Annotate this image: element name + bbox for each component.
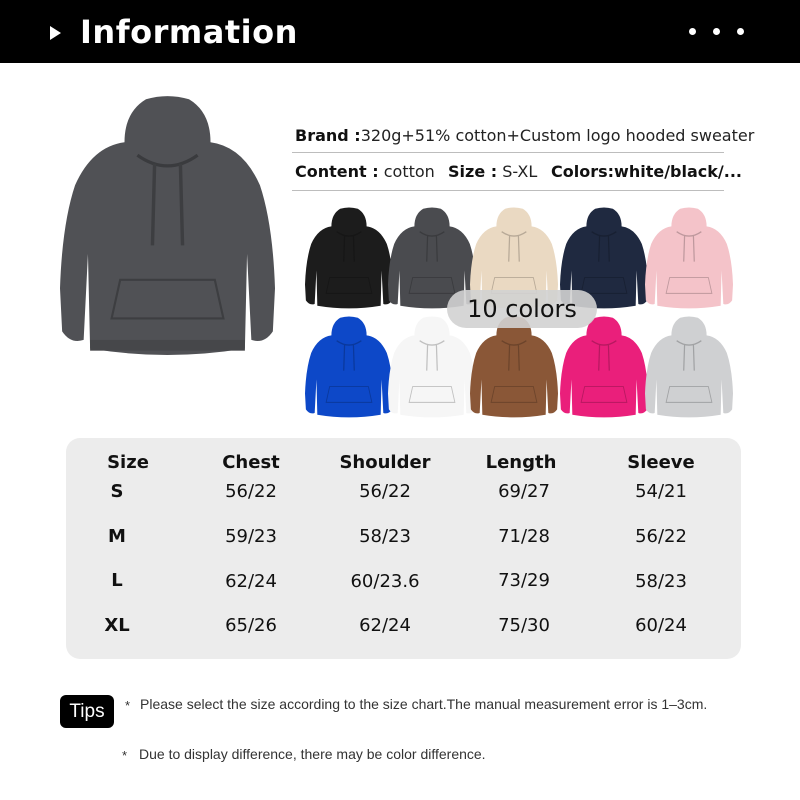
size-value: S-XL (497, 162, 538, 181)
colors-info (551, 162, 742, 181)
table-row-label: L (111, 570, 123, 591)
table-cell: 75/30 (498, 615, 550, 636)
table-cell: 69/27 (498, 481, 550, 502)
table-cell: 73/29 (498, 570, 550, 591)
color-swatch-royal-blue[interactable] (305, 316, 393, 420)
table-cell: 62/24 (225, 571, 277, 592)
table-header-sleeve: Sleeve (627, 452, 695, 473)
divider-bottom (292, 190, 724, 191)
content-info (295, 162, 435, 181)
play-triangle-icon (50, 26, 61, 40)
header-bar (0, 0, 800, 63)
tip-note-size: Please select the size according to the size chart.The manual measurement error is 1–3cm. (140, 696, 708, 712)
asterisk-icon: * (125, 698, 131, 713)
table-row-label: XL (104, 615, 130, 636)
more-dots-icon[interactable] (689, 28, 744, 35)
table-cell: 58/23 (635, 571, 687, 592)
table-header-length: Length (485, 452, 557, 473)
color-swatch-brown[interactable] (470, 316, 558, 420)
table-cell: 56/22 (359, 481, 411, 502)
size-label: Size : (448, 162, 498, 181)
hoodie-shape (60, 96, 275, 355)
content-value: cotton (378, 162, 435, 181)
table-cell: 56/22 (635, 526, 687, 547)
brand-value: 320g+51% cotton+Custom logo hooded sweater (360, 126, 755, 145)
tips-badge: Tips (60, 695, 114, 728)
divider-top (292, 152, 724, 153)
color-swatch-pink[interactable] (645, 207, 733, 311)
table-cell: 54/21 (635, 481, 687, 502)
tip-note-color: Due to display difference, there may be color difference. (139, 746, 486, 762)
table-cell: 65/26 (225, 615, 277, 636)
brand-info (295, 126, 754, 145)
color-swatch-white[interactable] (388, 316, 476, 420)
table-cell: 56/22 (225, 481, 277, 502)
content-label: Content : (295, 162, 379, 181)
colors-label: Colors: (551, 162, 615, 181)
color-swatch-light-grey[interactable] (645, 316, 733, 420)
color-swatch-black[interactable] (305, 207, 393, 311)
table-header-shoulder: Shoulder (339, 452, 431, 473)
colors-count-badge: 10 colors (447, 290, 597, 328)
asterisk-icon: * (122, 748, 128, 763)
table-cell: 71/28 (498, 526, 550, 547)
table-cell: 60/23.6 (350, 571, 420, 592)
page-title: Information (80, 13, 298, 51)
table-cell: 60/24 (635, 615, 687, 636)
colors-value: white/black/... (614, 162, 742, 181)
color-swatch-rose[interactable] (560, 316, 648, 420)
table-cell: 59/23 (225, 526, 277, 547)
size-info (448, 162, 537, 181)
table-row-label: S (110, 481, 124, 502)
table-cell: 62/24 (359, 615, 411, 636)
table-header-size: Size (107, 452, 149, 473)
brand-label: Brand : (295, 126, 361, 145)
table-cell: 58/23 (359, 526, 411, 547)
table-header-chest: Chest (222, 452, 280, 473)
table-row-label: M (108, 526, 126, 547)
main-hoodie-image (60, 95, 275, 370)
